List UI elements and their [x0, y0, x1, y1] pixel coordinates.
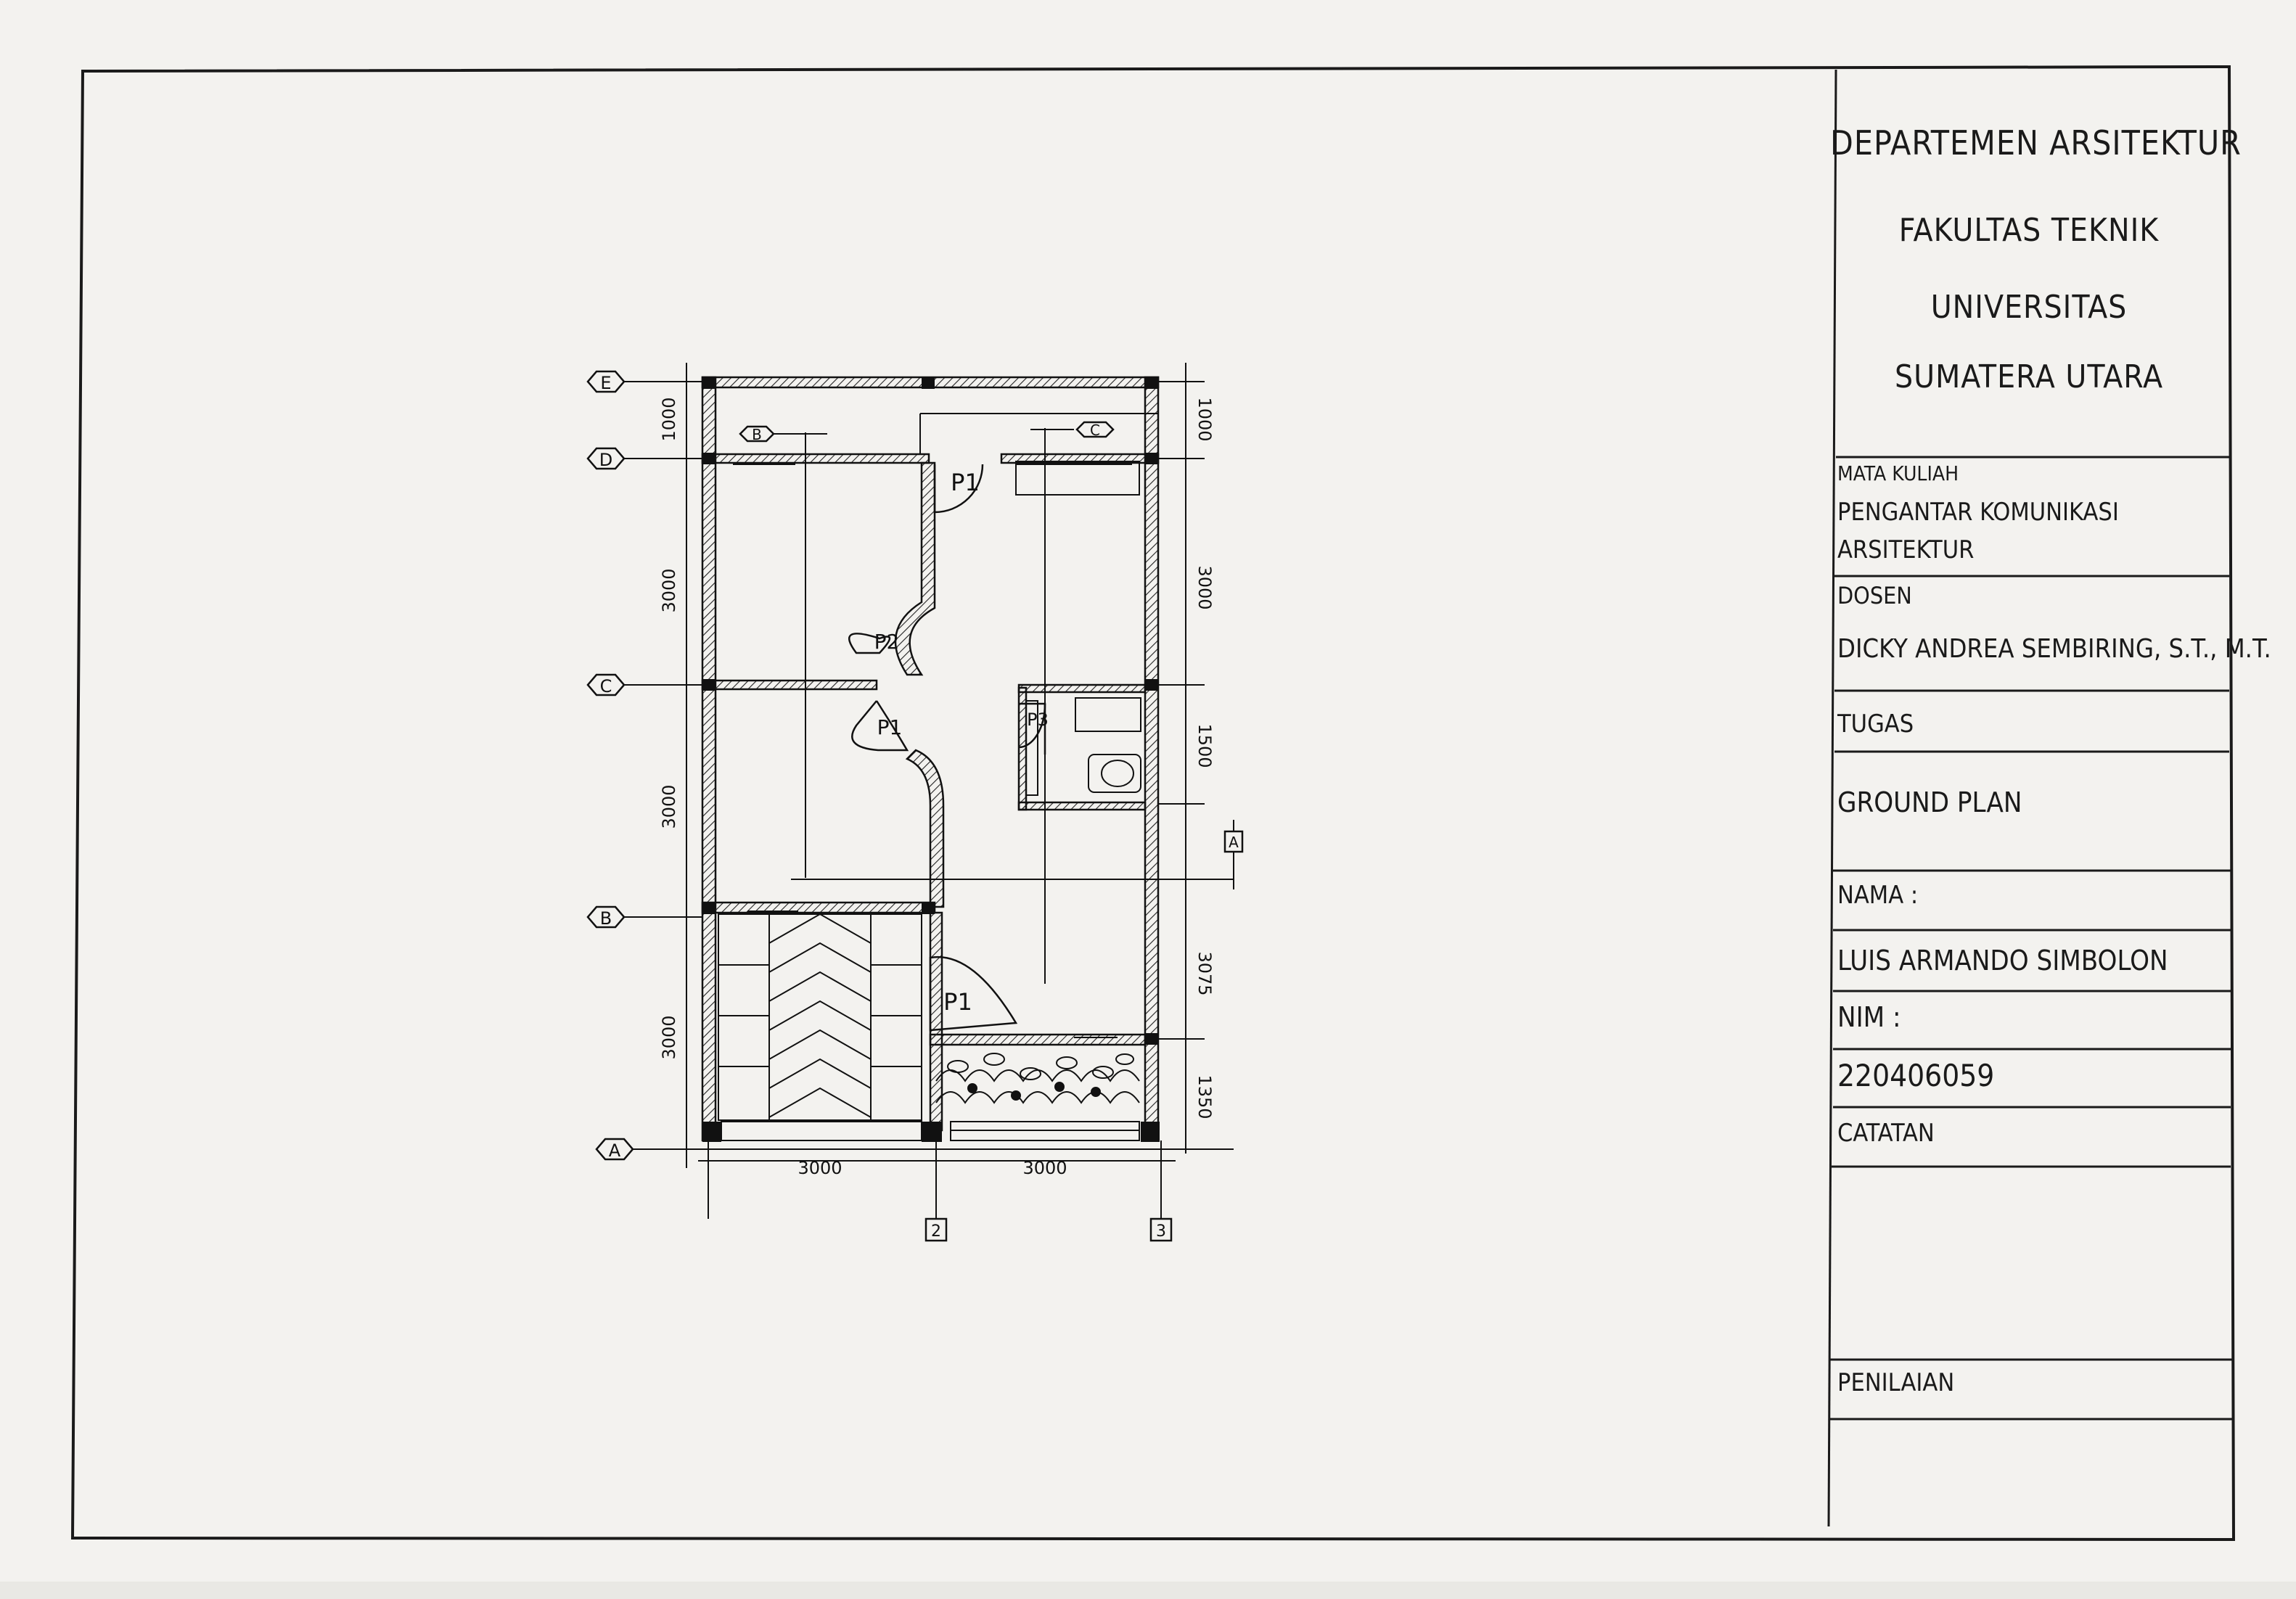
tugas-value: GROUND PLAN — [1837, 786, 2022, 818]
dim-right-3: 1500 — [1194, 723, 1215, 768]
title-department: DEPARTEMEN ARSITEKTUR — [1830, 123, 2242, 163]
catatan-label: CATATAN — [1837, 1119, 1935, 1148]
section-marker-c: C — [1090, 422, 1100, 439]
dim-bottom-2: 3000 — [1022, 1158, 1067, 1178]
dim-bottom-1: 3000 — [798, 1158, 842, 1178]
grid-label-e: E — [600, 373, 612, 393]
title-faculty: FAKULTAS TEKNIK — [1898, 212, 2160, 249]
door-label-1: P1 — [951, 469, 980, 496]
nama-value: LUIS ARMANDO SIMBOLON — [1837, 945, 2168, 977]
door-label-3: P1 — [877, 715, 903, 739]
section-marker-a: A — [1229, 834, 1239, 851]
grid-label-b: B — [599, 908, 612, 929]
section-marker-b: B — [752, 426, 762, 443]
mata-kuliah-label: MATA KULIAH — [1837, 461, 1959, 485]
door-label-2: P2 — [874, 630, 900, 654]
dim-left-1: 1000 — [659, 397, 679, 442]
mata-kuliah-value-line2: ARSITEKTUR — [1837, 535, 1975, 564]
mata-kuliah-value-line1: PENGANTAR KOMUNIKASI — [1837, 498, 2119, 527]
dim-right-1: 1000 — [1194, 397, 1215, 442]
door-label-4: P3 — [1027, 710, 1049, 730]
dim-left-4: 3000 — [659, 1015, 679, 1060]
tugas-label: TUGAS — [1837, 710, 1914, 739]
grid-label-d: D — [599, 450, 613, 470]
grid-label-c: C — [599, 676, 612, 696]
nim-label: NIM : — [1837, 1001, 1901, 1033]
title-university: UNIVERSITAS — [1930, 289, 2128, 326]
dim-right-2: 3000 — [1194, 565, 1215, 610]
dosen-value: DICKY ANDREA SEMBIRING, S.T., M.T. — [1837, 634, 2271, 664]
nama-label: NAMA : — [1837, 881, 1919, 910]
grid-label-2: 2 — [931, 1222, 941, 1241]
penilaian-label: PENILAIAN — [1837, 1368, 1955, 1397]
dosen-label: DOSEN — [1837, 582, 1912, 609]
dim-left-2: 3000 — [659, 568, 679, 613]
title-university-name: SUMATERA UTARA — [1894, 358, 2164, 395]
grid-label-3: 3 — [1156, 1222, 1166, 1241]
dim-right-4: 3075 — [1194, 951, 1215, 996]
nim-value: 220406059 — [1837, 1058, 1995, 1093]
door-label-5: P1 — [943, 988, 972, 1016]
dim-left-3: 3000 — [659, 784, 679, 829]
grid-label-a: A — [608, 1140, 621, 1161]
dim-right-5: 1350 — [1194, 1074, 1215, 1119]
